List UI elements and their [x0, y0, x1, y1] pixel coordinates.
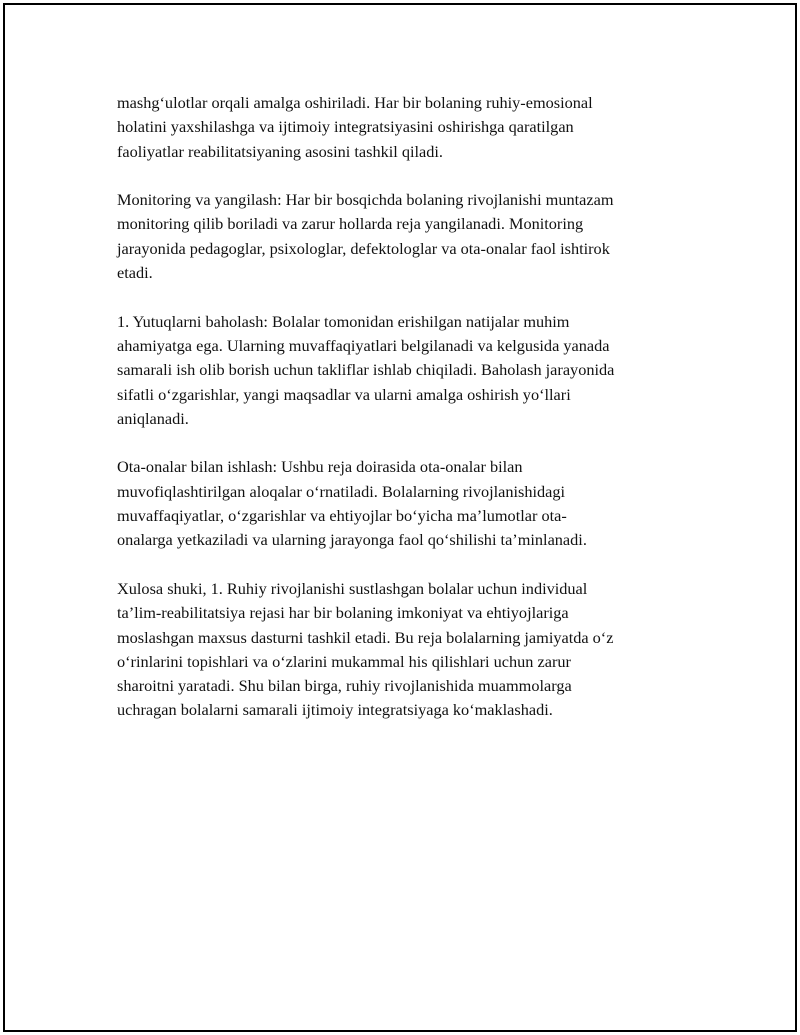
document-body	[117, 91, 687, 747]
paragraph-intro-continuation	[117, 91, 687, 164]
text-line: aniqlanadi.	[117, 408, 189, 428]
text-line: mashg‘ulotlar orqali amalga oshiriladi. Har bir bolaning ruhiy-emosional	[117, 93, 593, 112]
paragraph-parents	[117, 455, 687, 552]
text-line: Ota-onalar bilan ishlash: Ushbu reja doirasida ota-onalar bilan	[117, 457, 523, 477]
paragraph-achievements	[117, 310, 687, 431]
text-line: onalarga yetkaziladi va ularning jarayonga faol qo‘shilishi ta’minlanadi.	[117, 530, 587, 550]
text-line: faoliyatlar reabilitatsiyaning asosini tashkil qiladi.	[117, 141, 443, 161]
text-line: muvaffaqiyatlar, o‘zgarishlar va ehtiyojlar bo‘yicha ma’lumotlar ota-	[117, 506, 567, 526]
text-line: sharoitni yaratadi. Shu bilan birga, ruhiy rivojlanishida muammolarga	[117, 676, 572, 696]
text-line: muvofiqlashtirilgan aloqalar o‘rnatiladi. Bolalarning rivojlanishidagi	[117, 481, 566, 501]
text-line: sifatli o‘zgarishlar, yangi maqsadlar va ularni amalga oshirish yo‘llari	[117, 384, 571, 404]
text-line: 1. Yutuqlarni baholash: Bolalar tomonidan erishilgan natijalar muhim	[117, 311, 570, 331]
text-line: monitoring qilib boriladi va zarur hollarda reja yangilanadi. Monitoring	[117, 214, 584, 234]
text-line: ahamiyatga ega. Ularning muvaffaqiyatlari belgilanadi va kelgusida yanada	[117, 335, 610, 355]
text-line: Xulosa shuki, 1. Ruhiy rivojlanishi sustlashgan bolalar uchun individual	[117, 578, 588, 598]
text-line: holatini yaxshilashga va ijtimoiy integratsiyasini oshirishga qaratilgan	[117, 117, 574, 137]
text-line: moslashgan maxsus dasturni tashkil etadi. Bu reja bolalarning jamiyatda o‘z	[117, 627, 614, 647]
text-line: uchragan bolalarni samarali ijtimoiy integratsiyaga ko‘maklashadi.	[117, 700, 553, 720]
text-line: samarali ish olib borish uchun takliflar ishlab chiqiladi. Baholash jarayonida	[117, 360, 615, 380]
paragraph-monitoring	[117, 188, 687, 285]
text-line: etadi.	[117, 263, 153, 283]
text-line: jarayonida pedagoglar, psixologlar, defektologlar va ota-onalar faol ishtirok	[117, 238, 610, 258]
text-line: Monitoring va yangilash: Har bir bosqichda bolaning rivojlanishi muntazam	[117, 190, 614, 210]
text-line: o‘rinlarini topishlari va o‘zlarini mukammal his qilishlari uchun zarur	[117, 651, 571, 671]
text-line: ta’lim-reabilitatsiya rejasi har bir bolaning imkoniyat va ehtiyojlariga	[117, 603, 569, 623]
paragraph-conclusion	[117, 577, 687, 723]
